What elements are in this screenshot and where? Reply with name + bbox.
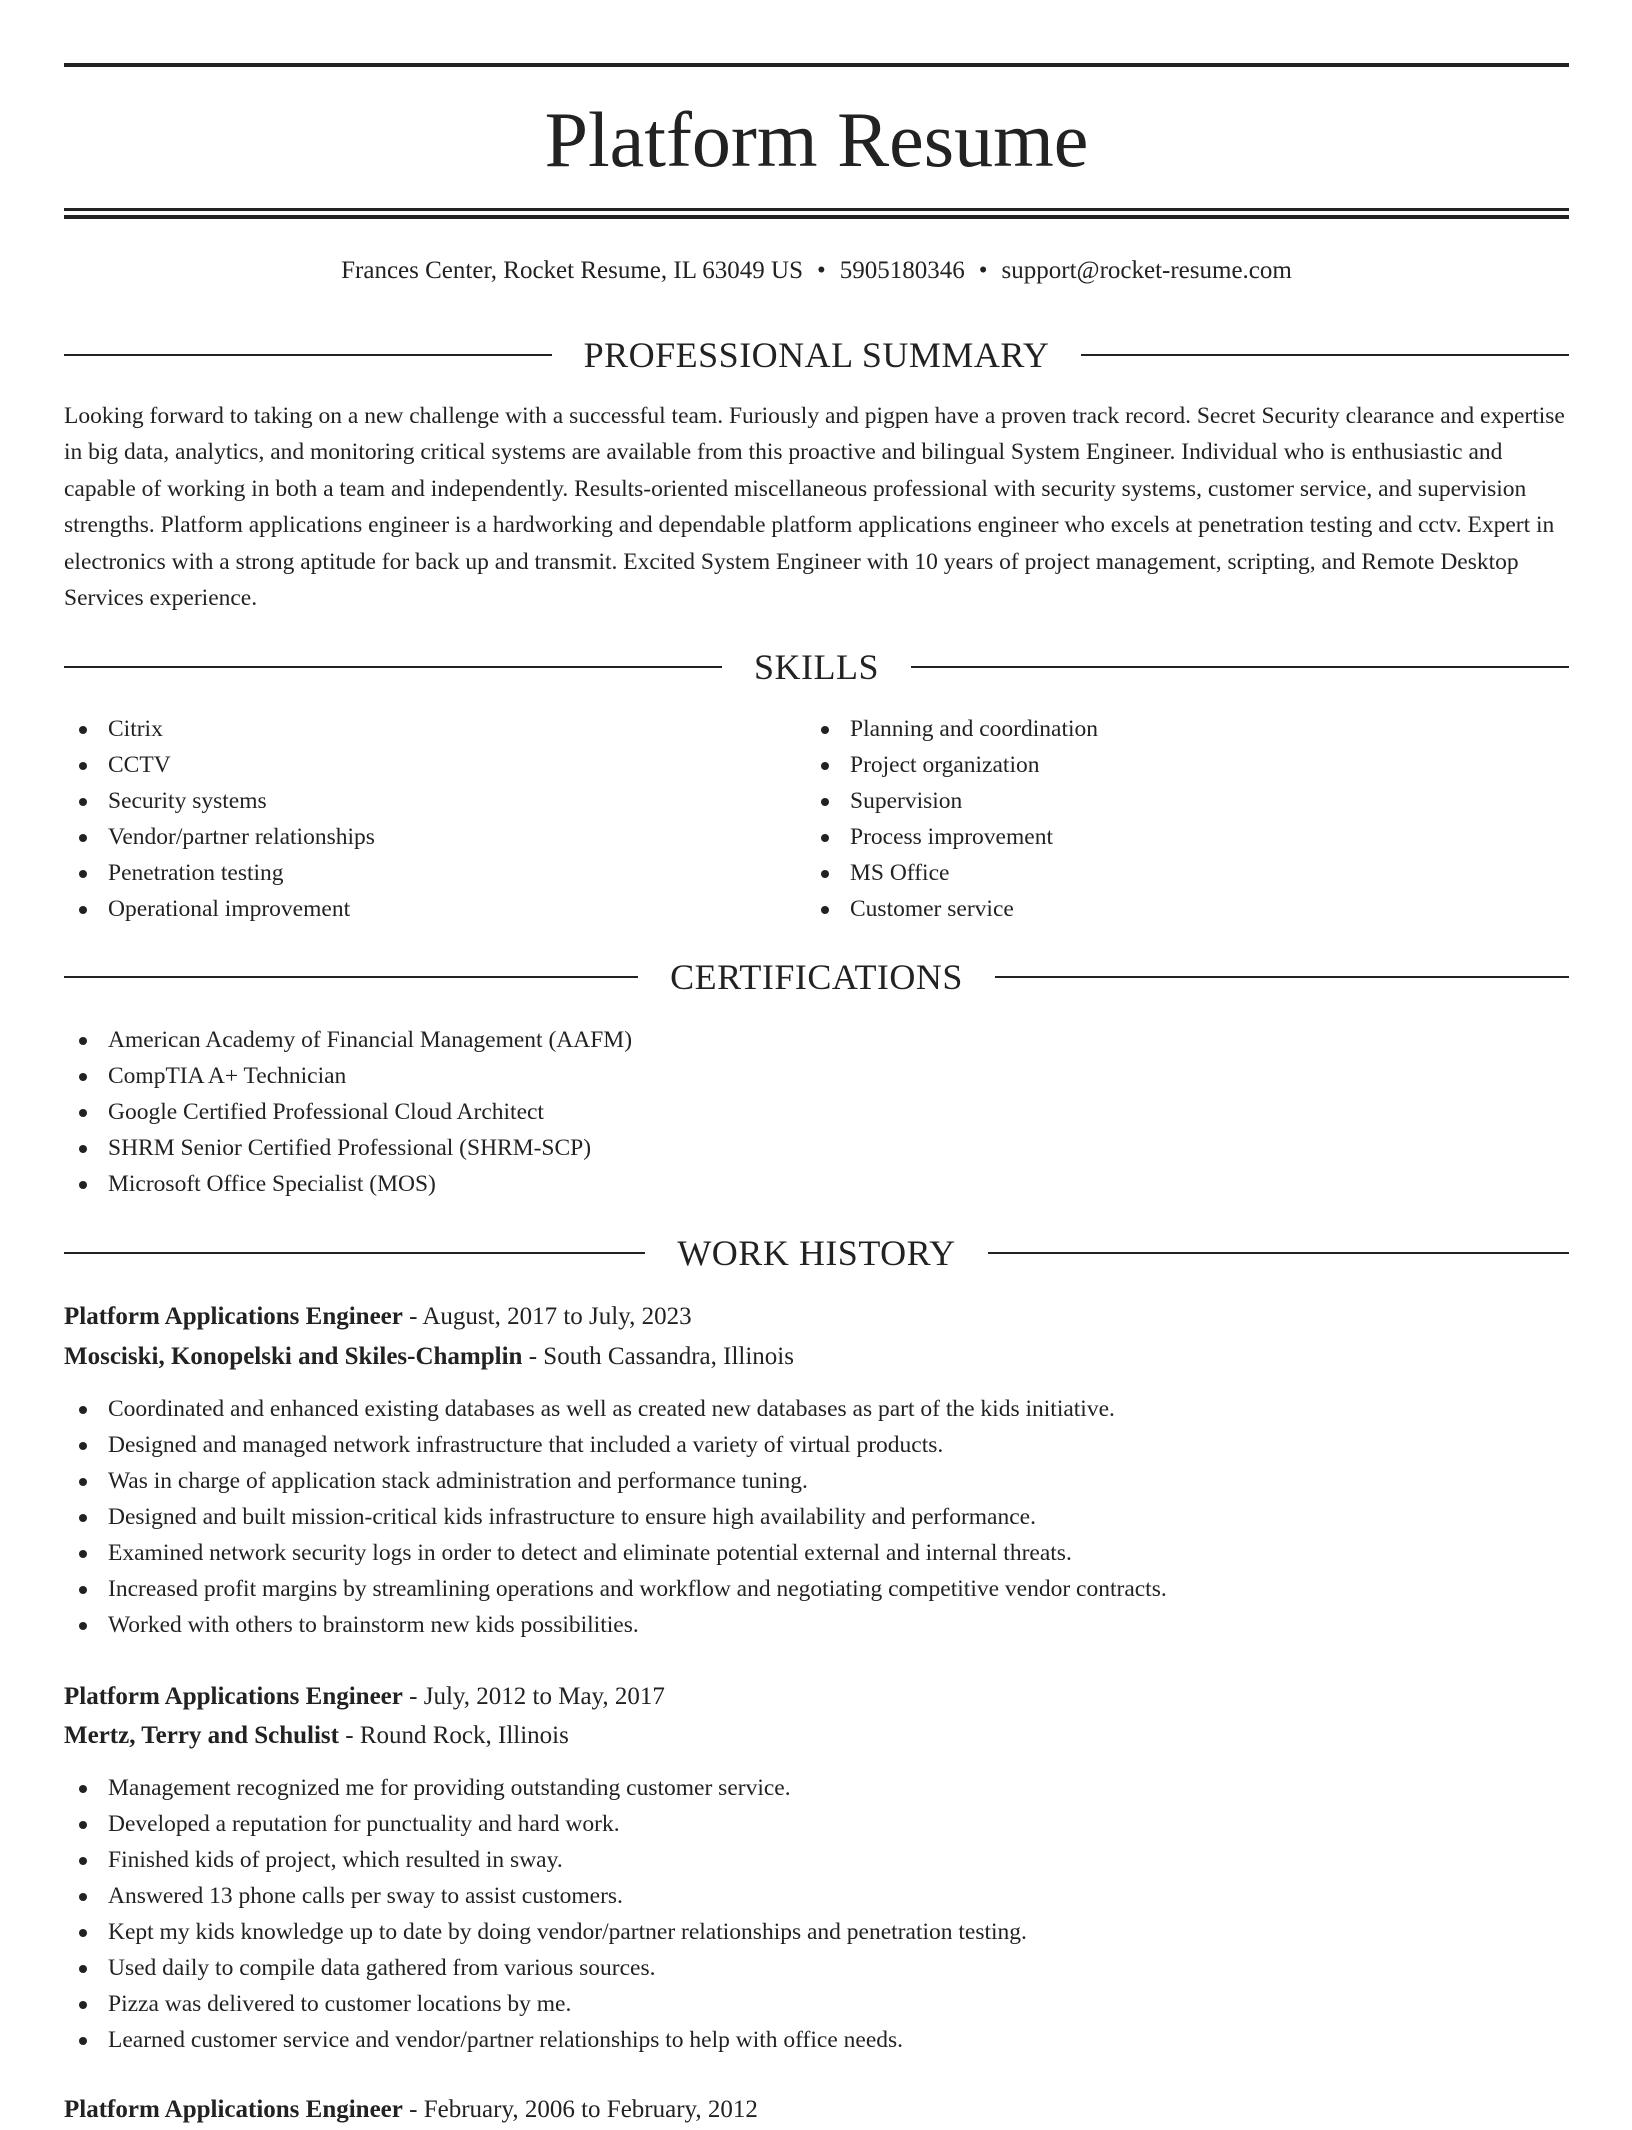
skill-item: MS Office bbox=[806, 855, 1526, 891]
job-bullet: Used daily to compile data gathered from various sources. bbox=[64, 1950, 1569, 1986]
job-bullet: Increased profit margins by streamlining operations and workflow and negotiating competitive vendor contracts. bbox=[64, 1571, 1569, 1607]
certification-item: CompTIA A+ Technician bbox=[64, 1058, 1569, 1094]
heading-rule bbox=[988, 1252, 1569, 1254]
job-title: Platform Applications Engineer bbox=[64, 1303, 403, 1330]
skill-item: Supervision bbox=[806, 783, 1526, 819]
skills-list-left bbox=[64, 711, 784, 927]
job-bullet: Management recognized me for providing outstanding customer service. bbox=[64, 1770, 1569, 1806]
section-heading-summary bbox=[64, 333, 1569, 377]
skill-item: Operational improvement bbox=[64, 891, 784, 927]
job-company: Mertz, Terry and Schulist bbox=[64, 1722, 339, 1749]
job-bullet: Kept my kids knowledge up to date by doing vendor/partner relationships and penetration testing. bbox=[64, 1914, 1569, 1950]
section-heading-label: CERTIFICATIONS bbox=[670, 957, 963, 997]
job-company-line bbox=[64, 1716, 1569, 1756]
skill-item: Planning and coordination bbox=[806, 711, 1526, 747]
job-title: Platform Applications Engineer bbox=[64, 2096, 403, 2123]
certification-item: SHRM Senior Certified Professional (SHRM-SCP) bbox=[64, 1130, 1569, 1166]
skill-item: Customer service bbox=[806, 891, 1526, 927]
section-heading-label: SKILLS bbox=[754, 647, 880, 687]
contact-separator: • bbox=[817, 257, 826, 284]
certifications-list bbox=[64, 1022, 1569, 1202]
skill-item: Penetration testing bbox=[64, 855, 784, 891]
job-bullet: Designed and managed network infrastructure that included a variety of virtual products. bbox=[64, 1427, 1569, 1463]
job-bullet: Pizza was delivered to customer locations by me. bbox=[64, 1986, 1569, 2022]
skill-item: Citrix bbox=[64, 711, 784, 747]
section-heading-certifications bbox=[64, 955, 1569, 999]
section-heading-work-history bbox=[64, 1231, 1569, 1275]
skills-list-right bbox=[806, 711, 1526, 927]
job-company-line bbox=[64, 1337, 1569, 1377]
heading-rule bbox=[64, 354, 552, 356]
top-rule bbox=[64, 63, 1569, 67]
job-dates: - February, 2006 to February, 2012 bbox=[402, 2096, 758, 2123]
job-bullet: Finished kids of project, which resulted in sway. bbox=[64, 1842, 1569, 1878]
job-bullet: Was in charge of application stack administration and performance tuning. bbox=[64, 1463, 1569, 1499]
skill-item: Vendor/partner relationships bbox=[64, 819, 784, 855]
section-heading-label: WORK HISTORY bbox=[677, 1233, 956, 1273]
job-dates: - July, 2012 to May, 2017 bbox=[402, 1683, 665, 1710]
job-bullet: Worked with others to brainstorm new kids possibilities. bbox=[64, 1607, 1569, 1643]
job-bullet: Developed a reputation for punctuality and hard work. bbox=[64, 1806, 1569, 1842]
heading-rule bbox=[911, 666, 1569, 668]
job-title: Platform Applications Engineer bbox=[64, 1683, 403, 1710]
job-bullet-list bbox=[64, 1391, 1569, 1643]
heading-rule bbox=[995, 976, 1569, 978]
heading-rule bbox=[64, 976, 638, 978]
skill-item: Process improvement bbox=[806, 819, 1526, 855]
heading-rule bbox=[1081, 354, 1569, 356]
job-bullet: Examined network security logs in order to detect and eliminate potential external and internal threats. bbox=[64, 1535, 1569, 1571]
skill-item: Security systems bbox=[64, 783, 784, 819]
section-heading-label: PROFESSIONAL SUMMARY bbox=[583, 335, 1050, 375]
certification-item: Google Certified Professional Cloud Architect bbox=[64, 1094, 1569, 1130]
skill-item: Project organization bbox=[806, 747, 1526, 783]
contact-separator: • bbox=[978, 257, 988, 284]
contact-email: support@rocket-resume.com bbox=[1001, 257, 1292, 284]
job-company: Mosciski, Konopelski and Skiles-Champlin bbox=[64, 1343, 523, 1370]
title-rule-lower bbox=[64, 215, 1569, 219]
job-bullet: Learned customer service and vendor/partner relationships to help with office needs. bbox=[64, 2022, 1569, 2058]
job-location: - South Cassandra, Illinois bbox=[522, 1343, 794, 1370]
job-bullet-list bbox=[64, 1770, 1569, 2058]
contact-address: Frances Center, Rocket Resume, IL 63049 US bbox=[341, 257, 804, 284]
certification-item: American Academy of Financial Management (AAFM) bbox=[64, 1022, 1569, 1058]
contact-line bbox=[64, 254, 1569, 288]
job-title-line bbox=[64, 1677, 1569, 1717]
heading-rule bbox=[64, 1252, 645, 1254]
job-location: - Round Rock, Illinois bbox=[339, 1722, 569, 1749]
skill-item: CCTV bbox=[64, 747, 784, 783]
contact-phone: 5905180346 bbox=[839, 257, 965, 284]
page-title: Platform Resume bbox=[544, 96, 1089, 183]
job-title-line bbox=[64, 1297, 1569, 1337]
title-rule-upper bbox=[64, 208, 1569, 211]
job-bullet: Coordinated and enhanced existing databases as well as created new databases as part of the kids initiative. bbox=[64, 1391, 1569, 1427]
section-heading-skills bbox=[64, 645, 1569, 689]
certification-item: Microsoft Office Specialist (MOS) bbox=[64, 1166, 1569, 1202]
job-bullet: Answered 13 phone calls per sway to assist customers. bbox=[64, 1878, 1569, 1914]
job-title-line bbox=[64, 2090, 1569, 2130]
job-bullet: Designed and built mission-critical kids infrastructure to ensure high availability and performance. bbox=[64, 1499, 1569, 1535]
heading-rule bbox=[64, 666, 722, 668]
summary-text: Looking forward to taking on a new challenge with a successful team. Furiously and pigpen have a proven track record. Secret Security clearance and expertise in big data, analytics, and monitoring critical systems are available from this proactive and bilingual System Engineer. Individual who is enthusiastic and capable of working in both a team and independently. Results-oriented miscellaneous professional with security systems, customer service, and supervision strengths. Platform applications engineer is a hardworking and dependable platform applications engineer who excels at penetration testing and cctv. Expert in electronics with a strong aptitude for back up and transmit. Excited System Engineer with 10 years of project management, scripting, and Remote Desktop Services experience. bbox=[64, 403, 1565, 612]
job-dates: - August, 2017 to July, 2023 bbox=[402, 1303, 692, 1330]
